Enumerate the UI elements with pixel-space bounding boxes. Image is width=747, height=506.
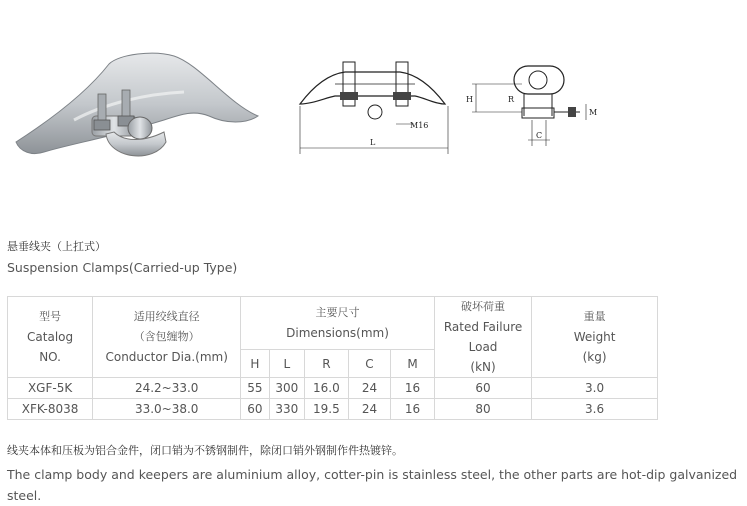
subheader-M: M [391, 350, 435, 378]
cell-C: 24 [348, 399, 391, 420]
cell-load: 60 [434, 378, 531, 399]
clamp-photo [14, 24, 260, 174]
header-load: 破坏荷重 Rated Failure Load (kN) [434, 297, 531, 378]
dim-M-label: M [589, 108, 598, 117]
subheader-C: C [348, 350, 391, 378]
dim-M16-label: M16 [410, 121, 429, 130]
title-chinese: 悬垂线夹（上扛式） [7, 240, 106, 253]
cell-catalog: XGF-5K [8, 378, 93, 399]
spec-table [7, 296, 658, 420]
note-english: The clamp body and keepers are aluminium alloy, cotter-pin is stainless steel, the other parts are hot-dip galvanized steel. [7, 467, 738, 503]
note-chinese: 线夹本体和压板为铝合金件，闭口销为不锈钢制件，除闭口销外钢制作件热镀锌。 [7, 444, 403, 457]
dim-C-label: C [536, 131, 543, 140]
cell-R: 19.5 [305, 399, 349, 420]
cell-conductor: 33.0~38.0 [93, 399, 241, 420]
header-weight: 重量 Weight (kg) [532, 297, 658, 378]
table-row [8, 378, 658, 399]
subheader-R: R [305, 350, 349, 378]
cell-L: 330 [269, 399, 304, 420]
dim-L-label: L [370, 138, 376, 147]
header-catalog: 型号 Catalog NO. [8, 297, 93, 378]
subheader-L: L [269, 350, 304, 378]
cell-catalog: XFK-8038 [8, 399, 93, 420]
cell-load: 80 [434, 399, 531, 420]
cell-weight: 3.6 [532, 399, 658, 420]
dim-H-label: H [466, 95, 473, 104]
table-row [8, 399, 658, 420]
cell-M: 16 [391, 378, 435, 399]
title-english: Suspension Clamps(Carried-up Type) [7, 260, 238, 275]
cell-L: 300 [269, 378, 304, 399]
subheader-H: H [241, 350, 269, 378]
cell-conductor: 24.2~33.0 [93, 378, 241, 399]
dim-R-label: R [508, 95, 515, 104]
cell-M: 16 [391, 399, 435, 420]
clamp-side-drawing [290, 54, 460, 164]
header-dimensions: 主要尺寸 Dimensions(mm) [241, 297, 435, 350]
header-conductor: 适用绞线直径 （含包缠物） Conductor Dia.(mm) [93, 297, 241, 378]
cell-H: 60 [241, 399, 269, 420]
cell-H: 55 [241, 378, 269, 399]
cell-weight: 3.0 [532, 378, 658, 399]
product-figures [0, 0, 747, 225]
cell-C: 24 [348, 378, 391, 399]
cell-R: 16.0 [305, 378, 349, 399]
clamp-end-drawing [462, 50, 602, 156]
